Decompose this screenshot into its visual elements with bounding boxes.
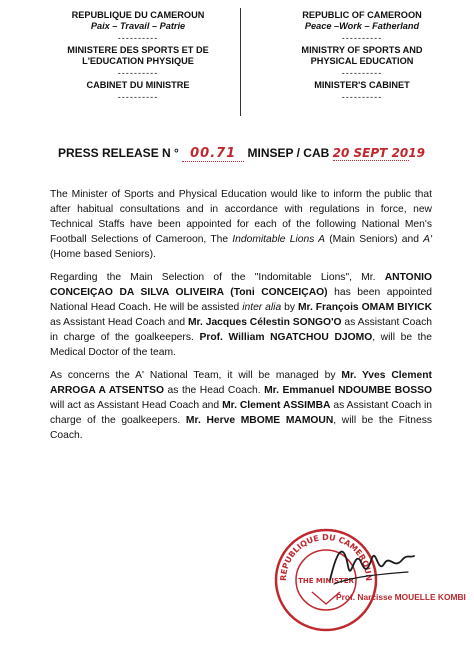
signature-icon: [324, 536, 416, 592]
seal-top-text: REPUBLIQUE DU CAMEROUN: [278, 532, 374, 582]
divider-en-2: ----------: [341, 68, 383, 78]
paragraph-1: The Minister of Sports and Physical Education would like to inform the public that after habitual consultations and in accordance with regulations in force, new Technical Staffs have been appointed for each of the following National Men's Football Selections of Cameroon, The Indomitable Lions A (Main Seniors) and A' (Home based Seniors).: [50, 189, 433, 260]
cabinet-fr: CABINET DU MINISTRE: [86, 80, 190, 90]
divider-en-3: ----------: [341, 92, 383, 102]
ministry-en-line2: PHYSICAL EDUCATION: [310, 56, 414, 66]
press-release-number: 00.71: [182, 146, 244, 162]
press-release-ref: MINSEP / CAB: [247, 146, 330, 160]
divider-fr-1: ----------: [117, 33, 159, 43]
divider-en-1: ----------: [341, 33, 383, 43]
divider-fr-2: ----------: [117, 68, 159, 78]
header-english: [262, 10, 462, 104]
press-release-date: 20 SEPT 2019: [332, 146, 425, 160]
header-french: [38, 10, 238, 104]
country-name-en: REPUBLIC OF CAMEROON: [302, 10, 422, 20]
country-name-fr: REPUBLIQUE DU CAMEROUN: [71, 10, 205, 20]
cabinet-en: MINISTER'S CABINET: [314, 80, 410, 90]
paragraph-2: Regarding the Main Selection of the "Indomitable Lions", Mr. ANTONIO CONCEIÇAO DA SILVA OLIVEIRA (Toni CONCEIÇAO) has been appointed National Head Coach. He will be assisted inter alia by Mr. François OMAM BIYICK as Assistant Head Coach and Mr. Jacques Célestin SONGO'O as Assistant Coach in charge of the goalkeepers. Prof. William NGATCHOU DJOMO, will be the Medical Doctor of the team.: [50, 272, 433, 358]
ministry-fr-line2: L'EDUCATION PHYSIQUE: [82, 56, 194, 66]
document-body: [50, 187, 432, 451]
motto-en: Peace –Work – Fatherland: [304, 21, 420, 31]
divider-fr-3: ----------: [117, 92, 159, 102]
ministry-en-line1: MINISTRY OF SPORTS AND: [301, 45, 423, 55]
seal-center-text: THE MINISTER: [298, 577, 354, 585]
motto-fr: Paix – Travail – Patrie: [90, 21, 186, 31]
paragraph-3: As concerns the A' National Team, it will be managed by Mr. Yves Clement ARROGA A ATSENTSO as the Head Coach. Mr. Emmanuel NDOUMBE BOSSO will act as Assistant Head Coach and Mr. Clement ASSIMBA as Assistant Coach in charge of the goalkeepers. Mr. Herve MBOME MAMOUN, will be the Fitness Coach.: [50, 370, 433, 441]
press-release-line: [58, 146, 425, 162]
press-release-label: PRESS RELEASE N °: [58, 146, 179, 160]
header-divider: [240, 8, 241, 116]
ministry-fr-line1: MINISTERE DES SPORTS ET DE: [67, 45, 209, 55]
signatory-name: Prof. Narcisse MOUELLE KOMBI: [336, 592, 466, 602]
